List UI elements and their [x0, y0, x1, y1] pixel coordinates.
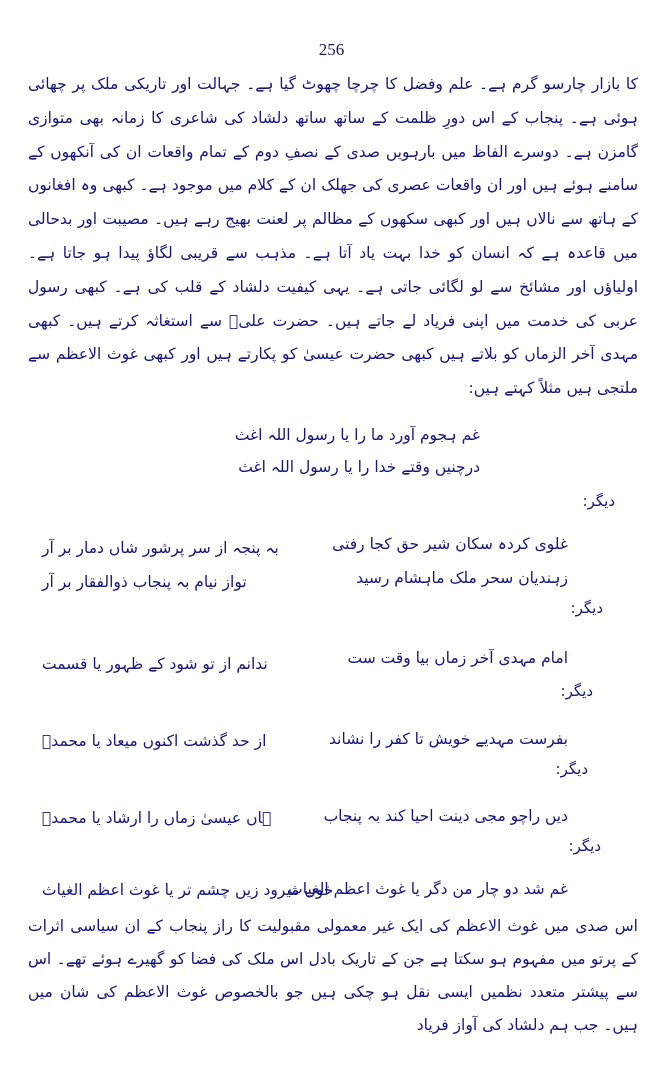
verse-4-line-1-left: ہاں عیسیٰ زماں را ارشاد یا محمدؐ	[42, 809, 272, 827]
verse-4-line-1-right: دیں راچو مجی دینت احیا کند بہ پنجاب	[323, 807, 568, 825]
couplet-line-2: درچنیں وقتے خدا را یا رسول اللہ اغث	[238, 458, 480, 476]
page-number: 256	[318, 40, 345, 59]
verse-1-line-1-left: بہ پنجہ از سر پرشور شاں دمار بر آر	[42, 539, 279, 557]
verse-3-line-1-left: از حد گذشت اکنوں میعاد یا محمدؐ	[42, 732, 267, 750]
verse-1-line-2-left: تواز نیام بہ پنجاب ذوالفقار بر آر	[42, 573, 247, 591]
verse-label-4: دیگر:	[555, 760, 588, 778]
verse-5-line-1-right: غم شد دو چار من دگر یا غوث اعظم الغیاث	[288, 880, 568, 898]
paragraph-intro: کا بازار چارسو گرم ہے۔ علم وفضل کا چرچا چھوٹ گیا ہے۔ جہالت اور تاریکی ملک پر چھائی ہوئی ہے۔ پنجاب کے اس دورِ ظلمت کے ساتھ ساتھ دلشاد کی شاعری کا زمانہ بھی متوازی گامزن ہے۔ دوسرے الفاظ میں بارہویں صدی کے نصفِ دوم کے تمام واقعات ان کی آنکھوں کے سامنے ہوئے ہیں اور ان واقعات عصری کی جھلک ان کے کلام میں موجود ہے۔ کبھی وہ افغانوں کے ہاتھ سے نالاں ہیں اور کبھی سکھوں کے مظالم پر لعنت بھیج رہے ہیں۔ مصیبت اور بدحالی میں قاعدہ ہے کہ انسان کو خدا بہت یاد آتا ہے۔ مذہب سے قریبی لگاؤ پیدا ہو جاتا ہے۔ اولیاؤں اور مشائخ سے لو لگائی جاتی ہے۔ یہی کیفیت دلشاد کے قلب کی ہے۔ کبھی رسول عربی کی خدمت میں اپنی فریاد لے جاتے ہیں۔ حضرت علیؑ سے استغاثہ کرتے ہیں۔ کبھی مہدی آخر الزماں کو بلاتے ہیں کبھی حضرت عیسیٰ کو پکارتے ہیں اور کبھی غوث الاعظم سے ملتجی ہیں مثلاً کہتے ہیں:	[28, 75, 638, 398]
verse-label-5: دیگر:	[568, 837, 601, 855]
verse-5-line-1-left: خوں میرود زیں چشم تر یا غوث اعظم الغیاث	[42, 881, 334, 899]
verse-2-line-1-right: امام مہدی آخر زماں بیا وقت ست	[347, 649, 568, 667]
couplet-line-1: غم ہجوم آورد ما را یا رسول اللہ اغث	[234, 426, 480, 444]
verse-label-3: دیگر:	[560, 682, 593, 700]
paragraph-closing: اس صدی میں غوث الاعظم کی ایک غیر معمولی مقبولیت کا راز پنجاب کے ان سیاسی اثرات کے پرتو میں مفہوم ہو سکتا ہے جن کے تاریک بادل اس ملک کی فضا کو گھیرے ہوئے تھے۔ اس سے پیشتر متعدد نظمیں ایسی نقل ہو چکی ہیں جو بالخصوص غوث الاعظم کی شان میں ہیں۔ جب ہم دلشاد کی آواز فریاد	[28, 917, 638, 1034]
verse-1-line-1-right: غلوی کردہ سکان شیر حق کجا رفتی	[332, 535, 568, 553]
verse-2-line-1-left: ندانم از تو شود کے ظہور یا قسمت	[42, 655, 268, 673]
verse-label-2: دیگر:	[570, 599, 603, 617]
verse-1-line-2-right: زہندیان سحر ملک ماہشام رسید	[356, 569, 568, 587]
verse-label-1: دیگر:	[582, 492, 615, 510]
verse-3-line-1-right: بفرست مہدیے خویش تا کفر را نشاند	[329, 730, 568, 748]
